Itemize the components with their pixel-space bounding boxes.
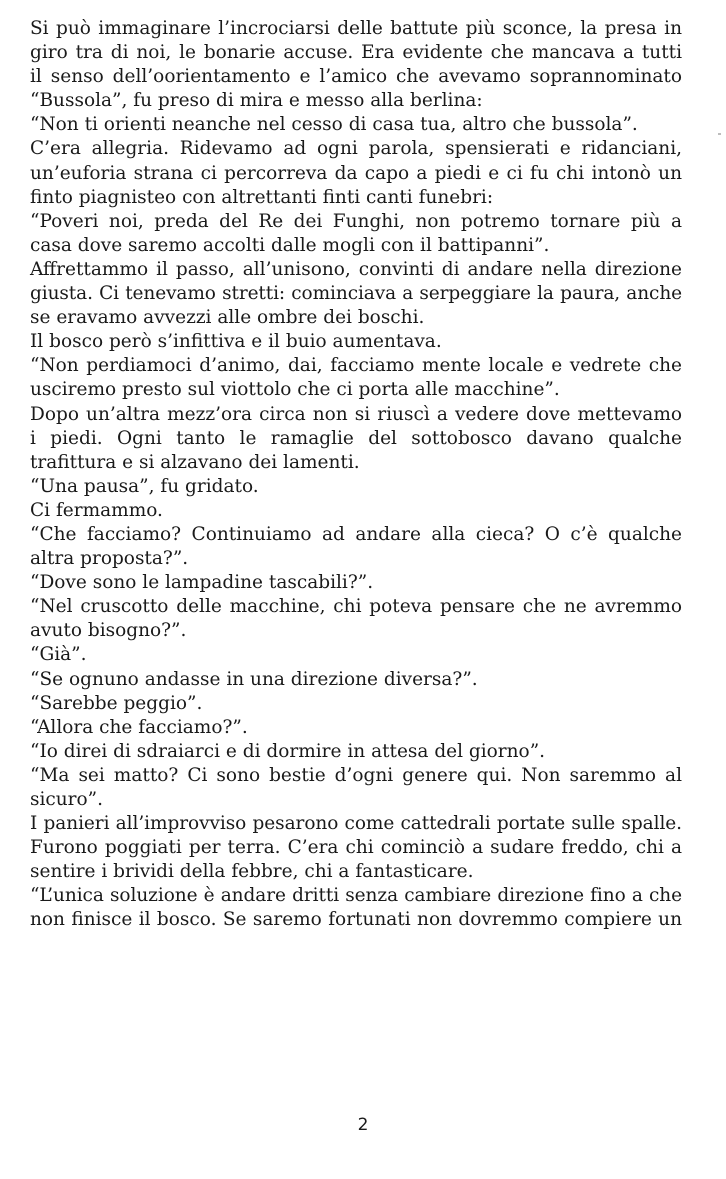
text-line: Furono poggiati per terra. C’era chi cominciò a sudare freddo, chi a (30, 837, 682, 859)
text-line: “L’unica soluzione è andare dritti senza cambiare direzione fino a che (30, 885, 682, 907)
text-line: un’euforia strana ci percorreva da capo a piedi e ci fu chi intonò un (30, 162, 682, 184)
text-line: sicuro”. (30, 789, 104, 810)
text-line: giusta. Ci tenevamo stretti: cominciava a serpeggiare la paura, anche (30, 283, 682, 305)
text-line: I panieri all’improvviso pesarono come cattedrali portate sulle spalle. (30, 813, 682, 835)
text-line: C’era allegria. Ridevamo ad ogni parola, spensierati e ridanciani, (30, 138, 682, 160)
text-line: Dopo un’altra mezz’ora circa non si riuscì a vedere dove mettevamo (30, 403, 682, 425)
text-line: i piedi. Ogni tanto le ramaglie del sottobosco davano qualche (30, 427, 682, 449)
text-line: Affrettammo il passo, all’unisono, convinti di andare nella direzione (30, 258, 682, 280)
text-line: il senso dell’oorientamento e l’amico che avevamo soprannominato (30, 66, 682, 88)
text-line: Ci fermammo. (30, 499, 163, 521)
text-line: Il bosco però s’infittiva e il buio aumentava. (30, 331, 442, 353)
text-line: finto piagnisteo con altrettanti finti canti funebri: (30, 186, 494, 208)
text-line: non finisce il bosco. Se saremo fortunati non dovremmo compiere un (30, 909, 682, 931)
text-line: “Ma sei matto? Ci sono bestie d’ogni genere qui. Non saremmo al (30, 764, 682, 786)
text-line: “Una pausa”, fu gridato. (30, 475, 259, 497)
text-line: “Che facciamo? Continuiamo ad andare alla cieca? O c’è qualche (30, 523, 682, 545)
text-line: trafittura e si alzavano dei lamenti. (30, 451, 360, 473)
text-line: se eravamo avvezzi alle ombre dei boschi. (30, 307, 425, 329)
text-line: “Bussola”, fu preso di mira e messo alla berlina: (30, 90, 483, 112)
text-line: “Sarebbe peggio”. (30, 692, 203, 714)
text-line: “Allora che facciamo?”. (30, 716, 248, 738)
text-line: “Già”. (30, 644, 87, 666)
text-line: usciremo presto sul viottolo che ci porta alle macchine”. (30, 379, 560, 401)
text-line: giro tra di noi, le bonarie accuse. Era evidente che mancava a tutti (30, 42, 682, 64)
text-line: “Se ognuno andasse in una direzione diversa?”. (30, 668, 478, 690)
text-line: “Non perdiamoci d’animo, dai, facciamo mente locale e vedrete che (30, 355, 682, 377)
text-line: casa dove saremo accolti dalle mogli con il battipanni”. (30, 234, 550, 256)
text-line: altra proposta?”. (30, 548, 189, 570)
text-line: “Non ti orienti neanche nel cesso di casa tua, altro che bussola”. (30, 114, 638, 136)
body-text (30, 17, 682, 933)
text-line: sentire i brividi della febbre, chi a fantasticare. (30, 861, 474, 883)
text-line: Si può immaginare l’incrociarsi delle battute più sconce, la presa in (30, 18, 682, 39)
page-number: 2 (357, 1115, 369, 1135)
text-line: “Io direi di sdraiarci e di dormire in attesa del giorno”. (30, 740, 546, 762)
text-line: avuto bisogno?”. (30, 620, 187, 642)
text-line: “Dove sono le lampadine tascabili?”. (30, 572, 374, 594)
margin-mark (718, 133, 721, 135)
text-line: “Poveri noi, preda del Re dei Funghi, non potremo tornare più a (30, 210, 682, 232)
text-line: “Nel cruscotto delle macchine, chi poteva pensare che ne avremmo (30, 596, 682, 618)
